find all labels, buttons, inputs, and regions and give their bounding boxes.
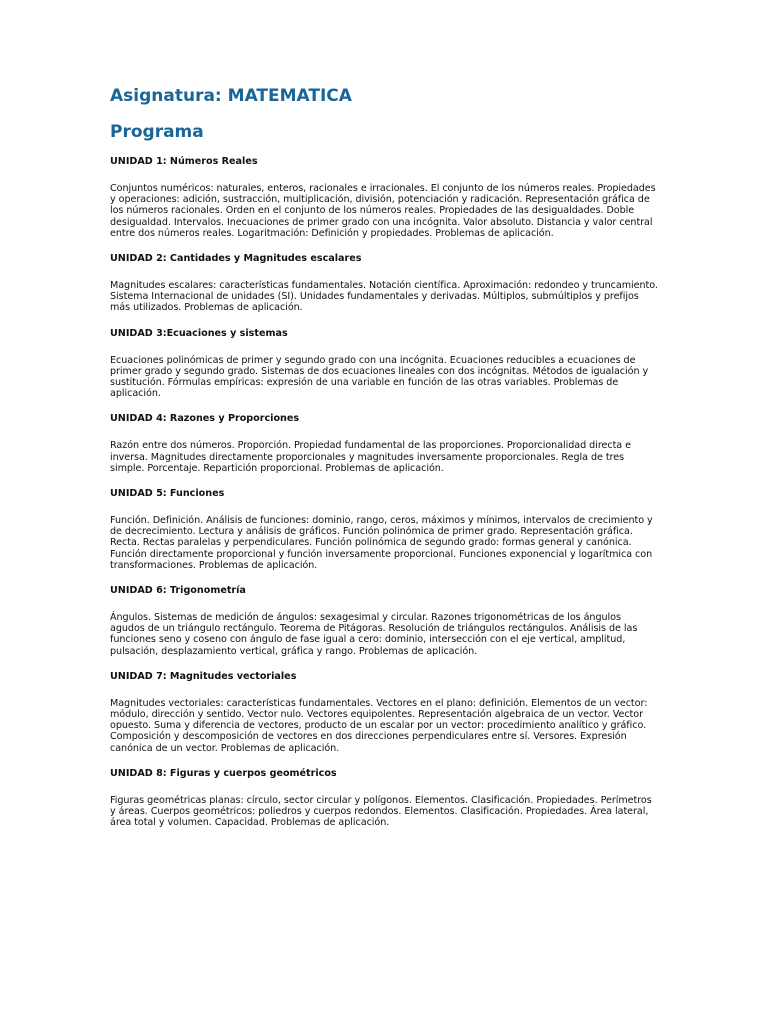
unit-heading: UNIDAD 4: Razones y Proporciones bbox=[110, 413, 300, 425]
document-subtitle: Programa bbox=[110, 122, 204, 142]
unit-section bbox=[110, 488, 658, 571]
unit-body: Magnitudes escalares: características fundamentales. Notación científica. Aproximación: redondeo y truncamiento. Sistema Internacional de unidades (SI). Unidades fundamentales y derivadas. Múltiplos, submúltiplos y prefijos más utilizados. Problemas de aplicación. bbox=[110, 280, 658, 314]
unit-body: Función. Definición. Análisis de funciones: dominio, rango, ceros, máximos y mínimos, intervalos de crecimiento y de decrecimiento. Lectura y análisis de gráficos. Función polinómica de primer grado. Representación gráfica. Recta. Rectas paralelas y perpendiculares. Función polinómica de segundo grado: formas general y canónica. Función directamente proporcional y función inversamente proporcional. Funciones exponencial y logarítmica con transformaciones. Problemas de aplicación. bbox=[110, 515, 653, 571]
unit-section bbox=[110, 768, 658, 829]
unit-body: Figuras geométricas planas: círculo, sector circular y polígonos. Elementos. Clasificación. Propiedades. Perímetros y áreas. Cuerpos geométricos: poliedros y cuerpos redondos. Elementos. Clasificación. Propiedades. Área lateral, área total y volumen. Capacidad. Problemas de aplicación. bbox=[110, 794, 652, 829]
document-page bbox=[110, 84, 658, 843]
unit-section bbox=[110, 328, 658, 400]
unit-heading: UNIDAD 7: Magnitudes vectoriales bbox=[110, 670, 297, 682]
unit-section bbox=[110, 585, 658, 657]
unit-heading: UNIDAD 5: Funciones bbox=[110, 488, 225, 500]
unit-heading: UNIDAD 6: Trigonometría bbox=[110, 585, 246, 597]
unit-section bbox=[110, 413, 658, 474]
unit-body: Ecuaciones polinómicas de primer y segundo grado con una incógnita. Ecuaciones reducibles a ecuaciones de primer grado y segundo grado. Sistemas de dos ecuaciones lineales con dos incógnitas. Métodos de igualación y sustitución. Fórmulas empíricas: expresión de una variable en función de las otras variables. Problemas de aplicación. bbox=[110, 354, 649, 400]
unit-heading: UNIDAD 8: Figuras y cuerpos geométricos bbox=[110, 767, 337, 779]
unit-section bbox=[110, 671, 658, 754]
unit-section bbox=[110, 253, 658, 314]
unit-heading: UNIDAD 3:Ecuaciones y sistemas bbox=[110, 327, 288, 339]
unit-body: Magnitudes vectoriales: características fundamentales. Vectores en el plano: definición. Elementos de un vector: módulo, dirección y sentido. Vector nulo. Vectores equipolentes. Representación algebraica de un vector. Vector opuesto. Suma y diferencia de vectores, producto de un escalar por un vector: procedimiento analítico y gráfico. Composición y descomposición de vectores en dos direcciones perpendiculares entre sí. Versores. Expresión canónica de un vector. Problemas de aplicación. bbox=[110, 697, 648, 754]
unit-body: Ángulos. Sistemas de medición de ángulos: sexagesimal y circular. Razones trigonométricas de los ángulos agudos de un triángulo rectángulo. Teorema de Pitágoras. Resolución de triángulos rectángulos. Análisis de las funciones seno y coseno con ángulo de fase igual a cero: dominio, intersección con el eje vertical, amplitud, pulsación, desplazamiento vertical, gráfica y rango. Problemas de aplicación. bbox=[110, 612, 638, 657]
unit-section bbox=[110, 156, 658, 239]
unit-heading: UNIDAD 1: Números Reales bbox=[110, 156, 258, 167]
unit-body: Conjuntos numéricos: naturales, enteros, racionales e irracionales. El conjunto de los números reales. Propiedades y operaciones: adición, sustracción, multiplicación, división, potenciación y radicación. Representación gráfica de los números racionales. Orden en el conjunto de los números reales. Propiedades de las desigualdades. Doble desigualdad. Intervalos. Inecuaciones de primer grado con una incógnita. Valor absoluto. Distancia y valor central entre dos números reales. Logaritmación: Definición y propiedades. Problemas de aplicación. bbox=[110, 183, 656, 239]
unit-heading: UNIDAD 2: Cantidades y Magnitudes escalares bbox=[110, 253, 362, 265]
units-list bbox=[110, 156, 658, 829]
document-title: Asignatura: MATEMATICA bbox=[110, 86, 352, 106]
unit-body: Razón entre dos números. Proporción. Propiedad fundamental de las proporciones. Proporcionalidad directa e inversa. Magnitudes directamente proporcionales y magnitudes inversamente proporcionales. Regla de tres simple. Porcentaje. Repartición proporcional. Problemas de aplicación. bbox=[110, 440, 631, 474]
